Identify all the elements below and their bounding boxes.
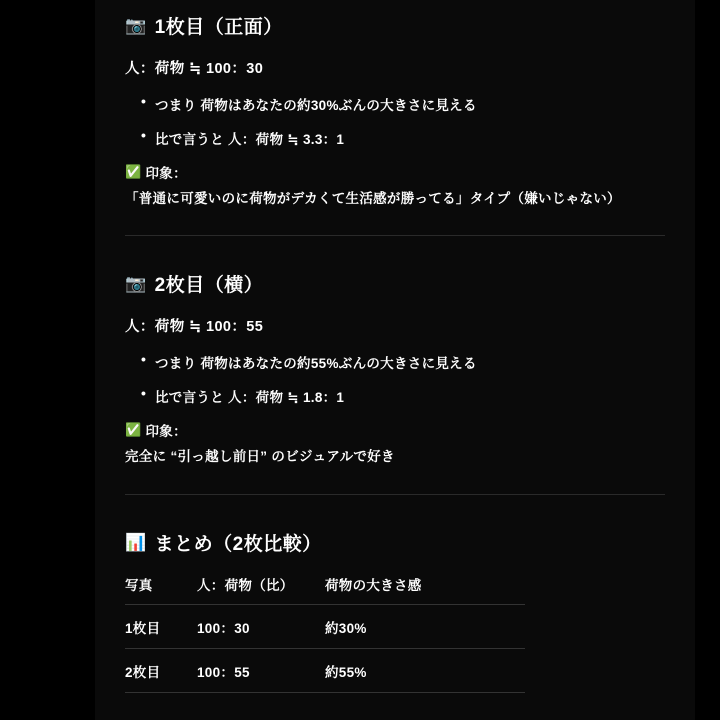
right-margin: [695, 0, 720, 720]
section-2-bullets: [111, 352, 679, 406]
section-2-ratio: 人：荷物 ≒ 100：55: [125, 319, 264, 336]
cell-photo: 1枚目: [125, 604, 197, 648]
impression-label-row: [125, 420, 679, 440]
impression-label: 印象：: [145, 166, 187, 181]
check-mark-icon: ✅: [125, 164, 142, 179]
divider: [125, 494, 665, 495]
list-item: • 比で言うと 人：荷物 ≒ 1.8：1: [111, 386, 679, 406]
left-margin: [0, 0, 95, 720]
section-2-impression: [125, 420, 679, 467]
bar-chart-icon: 📊: [125, 532, 147, 552]
section-1-bullets: [111, 94, 679, 148]
check-mark-icon: ✅: [125, 422, 142, 438]
list-item: • 比で言うと 人：荷物 ≒ 3.3：1: [111, 128, 679, 148]
impression-label-row: [125, 162, 679, 182]
section-2-title: 2枚目（横）: [154, 275, 264, 297]
cell-size: 約55%: [325, 648, 525, 692]
summary-heading: [125, 529, 679, 556]
column-header-size: 荷物の大きさ感: [325, 574, 525, 605]
camera-icon: 📷: [125, 16, 147, 35]
list-item: • つまり 荷物はあなたの約30%ぶんの大きさに見える: [111, 94, 679, 114]
column-header-ratio: 人：荷物（比）: [197, 574, 325, 605]
section-summary: [111, 517, 679, 693]
impression-text: 「普通に可愛いのに荷物がデカくて生活感が勝ってる」タイプ（嫌いじゃない）: [125, 191, 621, 206]
table-row: [125, 604, 525, 648]
cell-ratio: 100：55: [197, 648, 325, 692]
table-row: [125, 648, 525, 692]
section-photo-1: [111, 0, 679, 209]
section-2-heading: [125, 270, 679, 297]
column-header-photo: 写真: [125, 574, 197, 605]
summary-title: まとめ（2枚比較）: [154, 533, 322, 555]
cell-ratio: 100：30: [197, 604, 325, 648]
section-photo-2: [111, 258, 679, 467]
table-header-row: [125, 574, 525, 605]
section-1-impression: [125, 162, 679, 209]
divider: [125, 235, 665, 236]
section-1-title: 1枚目（正面）: [154, 17, 283, 38]
impression-label: 印象：: [145, 424, 187, 440]
section-1-heading: [125, 12, 679, 39]
camera-icon: 📷: [125, 274, 147, 294]
summary-table: [125, 574, 525, 693]
cell-photo: 2枚目: [125, 648, 197, 692]
list-item: • つまり 荷物はあなたの約55%ぶんの大きさに見える: [111, 352, 679, 372]
cell-size: 約30%: [325, 604, 525, 648]
impression-text: 完全に “引っ越し前日” のビジュアルで好き: [125, 449, 395, 465]
section-1-ratio: 人：荷物 ≒ 100：30: [125, 61, 264, 77]
document-content: [95, 0, 695, 720]
